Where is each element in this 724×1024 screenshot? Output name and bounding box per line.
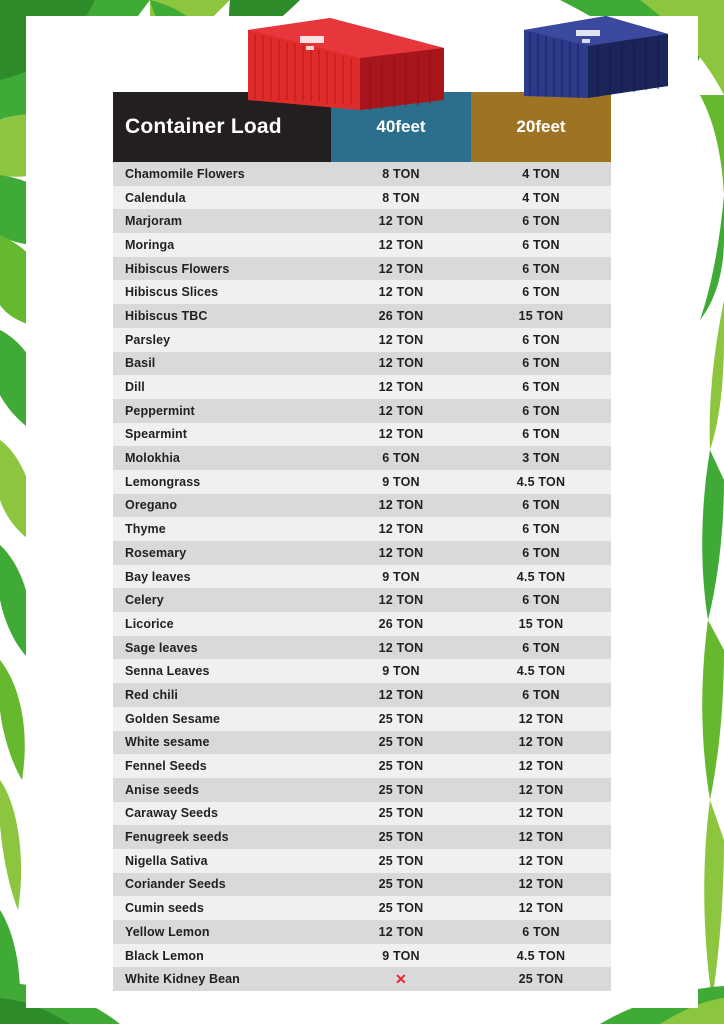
load-20feet-cell: 3 TON <box>471 446 611 470</box>
load-40feet-cell: 12 TON <box>331 352 471 376</box>
product-name-cell: Black Lemon <box>113 944 331 968</box>
product-name-cell: Fenugreek seeds <box>113 825 331 849</box>
load-40feet-cell: 25 TON <box>331 873 471 897</box>
load-20feet-cell: 6 TON <box>471 280 611 304</box>
table-row <box>113 873 611 897</box>
product-name-cell: Anise seeds <box>113 778 331 802</box>
load-40feet-cell: 25 TON <box>331 825 471 849</box>
table-row <box>113 612 611 636</box>
product-name-cell: Molokhia <box>113 446 331 470</box>
not-available-icon: ✕ <box>331 967 471 991</box>
product-name-cell: Red chili <box>113 683 331 707</box>
load-40feet-cell: 12 TON <box>331 541 471 565</box>
load-40feet-cell: 9 TON <box>331 565 471 589</box>
load-40feet-cell: 12 TON <box>331 209 471 233</box>
load-20feet-cell: 6 TON <box>471 920 611 944</box>
table-row <box>113 446 611 470</box>
load-40feet-cell: 25 TON <box>331 802 471 826</box>
load-20feet-cell: 4 TON <box>471 162 611 186</box>
product-name-cell: Dill <box>113 375 331 399</box>
product-name-cell: Parsley <box>113 328 331 352</box>
load-40feet-cell: 12 TON <box>331 375 471 399</box>
load-20feet-cell: 6 TON <box>471 588 611 612</box>
product-name-cell: Oregano <box>113 494 331 518</box>
load-40feet-cell: 12 TON <box>331 683 471 707</box>
load-20feet-cell: 4.5 TON <box>471 470 611 494</box>
product-name-cell: Lemongrass <box>113 470 331 494</box>
load-40feet-cell: 9 TON <box>331 659 471 683</box>
load-40feet-cell: 12 TON <box>331 423 471 447</box>
table-row <box>113 588 611 612</box>
product-name-cell: Basil <box>113 352 331 376</box>
column-header-20feet: 20feet <box>471 92 611 162</box>
product-name-cell: Peppermint <box>113 399 331 423</box>
product-name-cell: Licorice <box>113 612 331 636</box>
load-40feet-cell: 8 TON <box>331 186 471 210</box>
load-20feet-cell: 12 TON <box>471 825 611 849</box>
table-row <box>113 636 611 660</box>
load-20feet-cell: 6 TON <box>471 517 611 541</box>
load-20feet-cell: 15 TON <box>471 612 611 636</box>
table-row <box>113 494 611 518</box>
product-name-cell: Hibiscus Flowers <box>113 257 331 281</box>
product-name-cell: Golden Sesame <box>113 707 331 731</box>
product-name-cell: Bay leaves <box>113 565 331 589</box>
table-row <box>113 280 611 304</box>
product-name-cell: Hibiscus Slices <box>113 280 331 304</box>
product-name-cell: Cumin seeds <box>113 896 331 920</box>
load-40feet-cell: 12 TON <box>331 399 471 423</box>
load-20feet-cell: 12 TON <box>471 754 611 778</box>
product-name-cell: Coriander Seeds <box>113 873 331 897</box>
product-name-cell: Marjoram <box>113 209 331 233</box>
table-row <box>113 423 611 447</box>
load-20feet-cell: 6 TON <box>471 209 611 233</box>
load-20feet-cell: 6 TON <box>471 233 611 257</box>
load-20feet-cell: 6 TON <box>471 328 611 352</box>
product-name-cell: Hibiscus TBC <box>113 304 331 328</box>
load-40feet-cell: 12 TON <box>331 588 471 612</box>
load-20feet-cell: 15 TON <box>471 304 611 328</box>
table-row <box>113 233 611 257</box>
column-header-40feet: 40feet <box>331 92 471 162</box>
product-name-cell: Spearmint <box>113 423 331 447</box>
load-40feet-cell: 26 TON <box>331 612 471 636</box>
load-40feet-cell: 12 TON <box>331 517 471 541</box>
load-40feet-cell: 25 TON <box>331 707 471 731</box>
load-20feet-cell: 12 TON <box>471 707 611 731</box>
load-40feet-cell: 6 TON <box>331 446 471 470</box>
product-name-cell: White sesame <box>113 731 331 755</box>
load-20feet-cell: 6 TON <box>471 423 611 447</box>
table-row <box>113 920 611 944</box>
table-row <box>113 209 611 233</box>
load-40feet-cell: 25 TON <box>331 896 471 920</box>
load-20feet-cell: 4.5 TON <box>471 565 611 589</box>
load-20feet-cell: 6 TON <box>471 683 611 707</box>
load-40feet-cell: 12 TON <box>331 920 471 944</box>
table-row <box>113 707 611 731</box>
load-40feet-cell: 25 TON <box>331 849 471 873</box>
table-row <box>113 967 611 991</box>
table-row <box>113 944 611 968</box>
table-row <box>113 352 611 376</box>
product-name-cell: Yellow Lemon <box>113 920 331 944</box>
load-20feet-cell: 4.5 TON <box>471 659 611 683</box>
product-name-cell: Celery <box>113 588 331 612</box>
table-row <box>113 541 611 565</box>
load-40feet-cell: 25 TON <box>331 731 471 755</box>
load-40feet-cell: 25 TON <box>331 778 471 802</box>
table-row <box>113 778 611 802</box>
load-40feet-cell: 26 TON <box>331 304 471 328</box>
table-row <box>113 257 611 281</box>
product-name-cell: Nigella Sativa <box>113 849 331 873</box>
load-40feet-cell: 12 TON <box>331 280 471 304</box>
load-20feet-cell: 4.5 TON <box>471 944 611 968</box>
load-40feet-cell: 9 TON <box>331 944 471 968</box>
load-20feet-cell: 25 TON <box>471 967 611 991</box>
table-row <box>113 162 611 186</box>
table-row <box>113 825 611 849</box>
load-20feet-cell: 12 TON <box>471 896 611 920</box>
load-40feet-cell: 8 TON <box>331 162 471 186</box>
table-row <box>113 731 611 755</box>
load-40feet-cell: 25 TON <box>331 754 471 778</box>
load-40feet-cell: 12 TON <box>331 257 471 281</box>
table-row <box>113 802 611 826</box>
load-20feet-cell: 12 TON <box>471 802 611 826</box>
load-20feet-cell: 12 TON <box>471 873 611 897</box>
load-40feet-cell: 12 TON <box>331 233 471 257</box>
product-name-cell: Calendula <box>113 186 331 210</box>
load-20feet-cell: 6 TON <box>471 352 611 376</box>
load-40feet-cell: 12 TON <box>331 636 471 660</box>
table-row <box>113 849 611 873</box>
table-row <box>113 186 611 210</box>
container-load-table <box>113 92 611 991</box>
table-row <box>113 683 611 707</box>
table-body <box>113 162 611 991</box>
table-row <box>113 754 611 778</box>
table-header <box>113 92 611 162</box>
table-row <box>113 470 611 494</box>
product-name-cell: Caraway Seeds <box>113 802 331 826</box>
load-20feet-cell: 12 TON <box>471 849 611 873</box>
load-20feet-cell: 6 TON <box>471 399 611 423</box>
table-row <box>113 375 611 399</box>
table-row <box>113 399 611 423</box>
product-name-cell: Fennel Seeds <box>113 754 331 778</box>
product-name-cell: Moringa <box>113 233 331 257</box>
product-name-cell: Rosemary <box>113 541 331 565</box>
table-row <box>113 565 611 589</box>
load-40feet-cell: 12 TON <box>331 494 471 518</box>
table-row <box>113 517 611 541</box>
load-40feet-cell: 9 TON <box>331 470 471 494</box>
load-40feet-cell: 12 TON <box>331 328 471 352</box>
load-20feet-cell: 6 TON <box>471 494 611 518</box>
load-20feet-cell: 6 TON <box>471 257 611 281</box>
table-row <box>113 659 611 683</box>
load-20feet-cell: 4 TON <box>471 186 611 210</box>
table-row <box>113 896 611 920</box>
container-load-table-wrap <box>113 92 611 991</box>
load-20feet-cell: 6 TON <box>471 541 611 565</box>
product-name-cell: Senna Leaves <box>113 659 331 683</box>
table-title: Container Load <box>113 92 331 162</box>
product-name-cell: White Kidney Bean <box>113 967 331 991</box>
product-name-cell: Thyme <box>113 517 331 541</box>
load-20feet-cell: 6 TON <box>471 636 611 660</box>
load-20feet-cell: 12 TON <box>471 778 611 802</box>
load-20feet-cell: 12 TON <box>471 731 611 755</box>
product-name-cell: Chamomile Flowers <box>113 162 331 186</box>
product-name-cell: Sage leaves <box>113 636 331 660</box>
table-row <box>113 328 611 352</box>
table-header-row <box>113 92 611 162</box>
load-20feet-cell: 6 TON <box>471 375 611 399</box>
table-row <box>113 304 611 328</box>
